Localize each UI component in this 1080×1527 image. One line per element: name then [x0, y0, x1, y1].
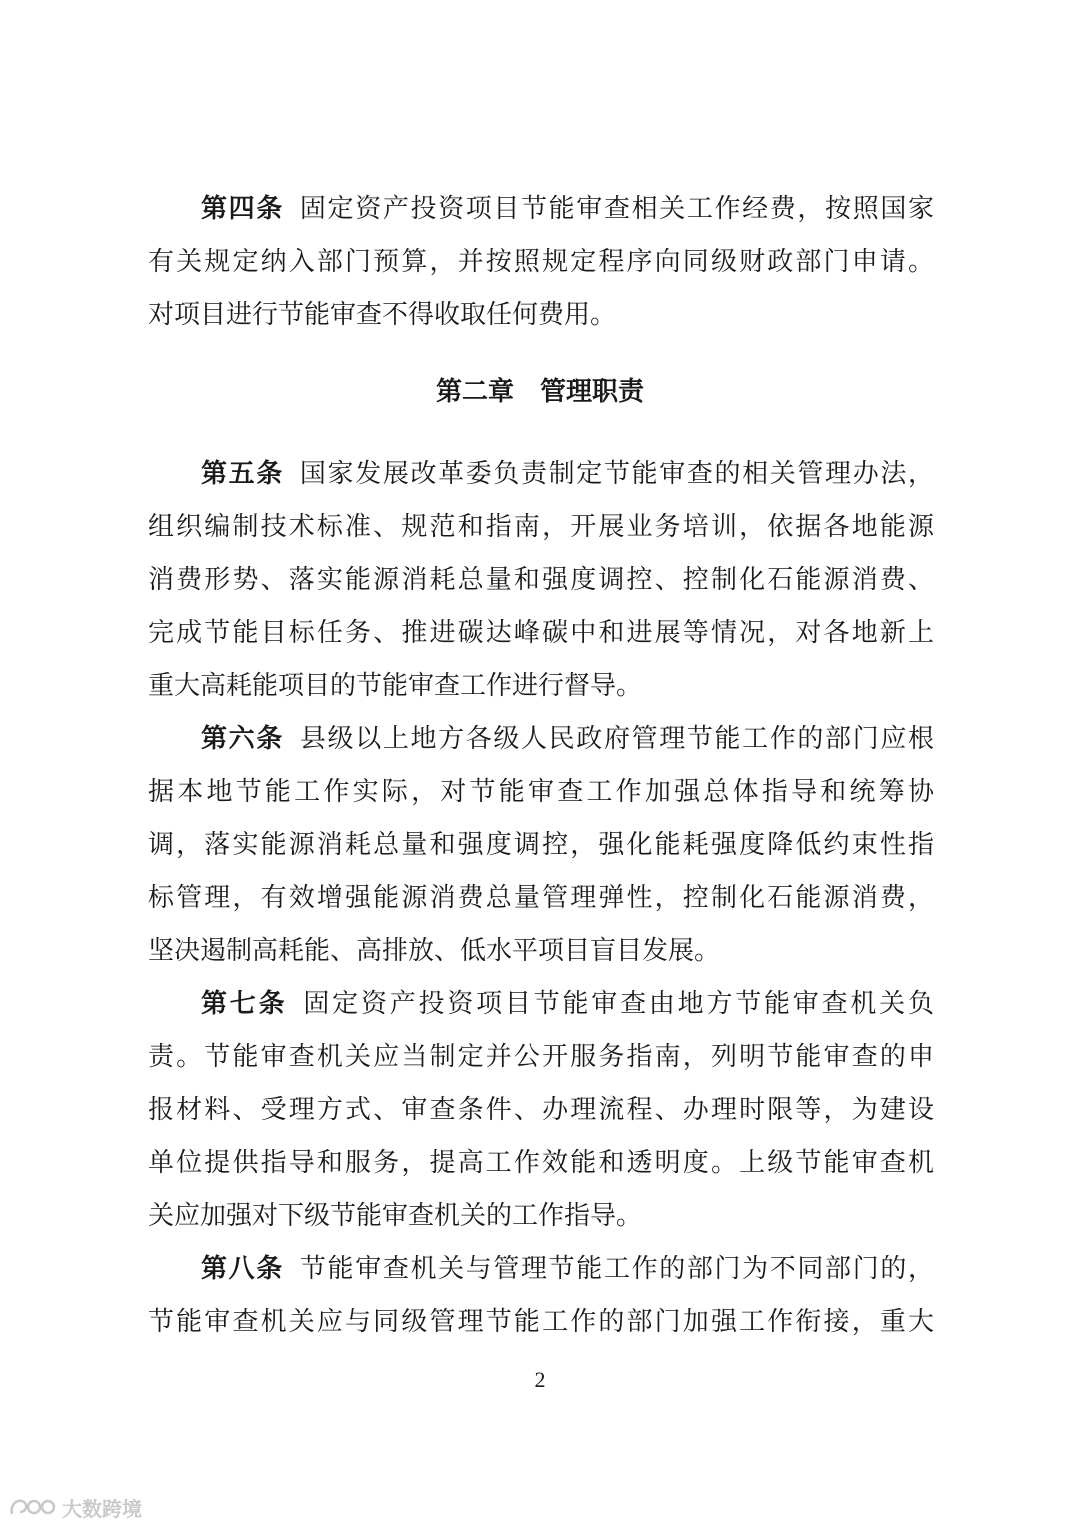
watermark [8, 1492, 142, 1522]
brand-logo-icon [8, 1494, 58, 1520]
article-6-line-2: 据本地节能工作实际，对节能审查工作加强总体指导和统筹协 [148, 777, 934, 807]
article-5-line-1: 第五条 国家发展改革委负责制定节能审查的相关管理办法， [201, 459, 934, 489]
article-4-line-1: 第四条 固定资产投资项目节能审查相关工作经费，按照国家 [201, 194, 934, 224]
article-5-line-2: 组织编制技术标准、规范和指南，开展业务培训，依据各地能源 [148, 512, 934, 542]
article-8-line-2: 节能审查机关应与同级管理节能工作的部门加强工作衔接，重大 [148, 1307, 934, 1337]
watermark-text: 大数跨境 [62, 1496, 142, 1521]
article-6-line-1: 第六条 县级以上地方各级人民政府管理节能工作的部门应根 [201, 724, 934, 754]
article-6-line-5: 坚决遏制高耗能、高排放、低水平项目盲目发展。 [148, 936, 721, 966]
article-5-heading: 第五条 [201, 459, 284, 489]
article-7-line-1: 第七条 固定资产投资项目节能审查由地方节能审查机关负 [201, 989, 934, 1019]
page-number: 2 [534, 1367, 546, 1392]
article-7-heading: 第七条 [201, 989, 288, 1019]
article-6-heading: 第六条 [201, 724, 284, 754]
article-4-line-3: 对项目进行节能审查不得收取任何费用。 [148, 300, 617, 330]
article-7-line-3: 报材料、受理方式、审查条件、办理流程、办理时限等，为建设 [148, 1095, 934, 1125]
article-7-line-4: 单位提供指导和服务，提高工作效能和透明度。上级节能审查机 [148, 1148, 934, 1178]
article-5-line-5: 重大高耗能项目的节能审查工作进行督导。 [148, 671, 643, 701]
article-5-line-4: 完成节能目标任务、推进碳达峰碳中和进展等情况，对各地新上 [148, 618, 934, 648]
article-7-line-2: 责。节能审查机关应当制定并公开服务指南，列明节能审查的申 [148, 1042, 934, 1072]
article-6-line-3: 调，落实能源消耗总量和强度调控，强化能耗强度降低约束性指 [148, 830, 934, 860]
article-4-line-2: 有关规定纳入部门预算，并按照规定程序向同级财政部门申请。 [148, 247, 934, 277]
article-5-line-3: 消费形势、落实能源消耗总量和强度调控、控制化石能源消费、 [148, 565, 934, 595]
chapter-title: 第二章 管理职责 [435, 377, 644, 407]
article-6-line-4: 标管理，有效增强能源消费总量管理弹性，控制化石能源消费， [148, 883, 934, 913]
article-8-line-1: 第八条 节能审查机关与管理节能工作的部门为不同部门的， [201, 1254, 934, 1284]
article-4-heading: 第四条 [201, 194, 284, 224]
article-8-heading: 第八条 [201, 1254, 284, 1284]
article-7-line-5: 关应加强对下级节能审查机关的工作指导。 [148, 1201, 643, 1231]
